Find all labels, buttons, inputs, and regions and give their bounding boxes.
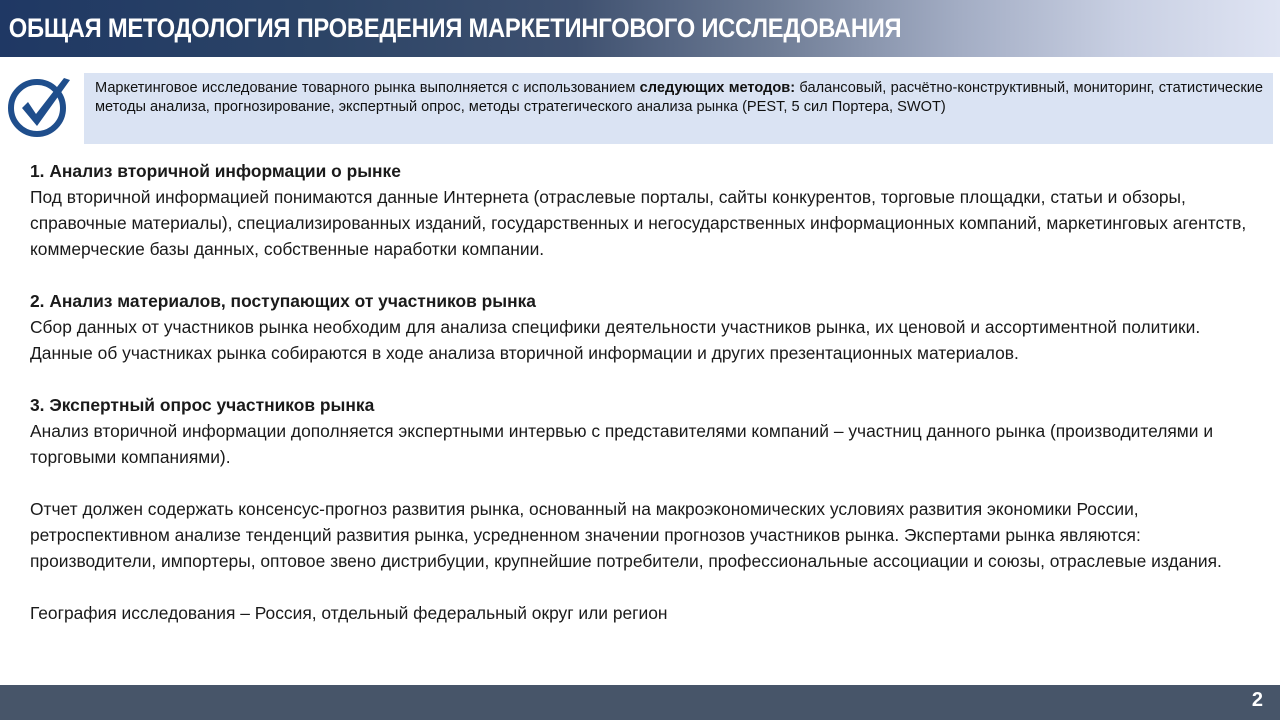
slide-header xyxy=(0,0,1280,57)
section-title: 1. Анализ вторичной информации о рынке xyxy=(30,161,401,181)
section-body: Сбор данных от участников рынка необходим для анализа специфики деятельности участников рынка, их ценовой и ассортиментной политики. Данные об участниках рынка собираются в ходе анализа вторичной информации и других презентационных материалов. xyxy=(30,317,1201,363)
section-participant-materials xyxy=(30,288,1255,366)
section-expert-survey xyxy=(30,392,1255,470)
section-body: Анализ вторичной информации дополняется экспертными интервью с представителями компаний – участниц данного рынка (производителями и торговыми компаниями). xyxy=(30,421,1214,467)
section-body: Под вторичной информацией понимаются данные Интернета (отраслевые порталы, сайты конкурентов, торговые площадки, статьи и обзоры, справочные материалы), специализированных изданий, государственных и негосударственных информационных компаний, маркетинговых агентств, коммерческие базы данных, собственные наработки компании. xyxy=(30,187,1247,259)
page-number: 2 xyxy=(1251,689,1263,711)
section-title: 3. Экспертный опрос участников рынка xyxy=(30,395,375,415)
report-requirements-paragraph: Отчет должен содержать консенсус-прогноз развития рынка, основанный на макроэкономических условиях развития экономики России, ретроспективном анализе тенденций развития рынка, усредненном значении прогнозов участников рынка. Экспертами рынка являются: производители, импортеры, оптовое звено дистрибуции, крупнейшие потребители, профессиональные ассоциации и союзы, отраслевые издания. xyxy=(30,499,1222,571)
section-title: 2. Анализ материалов, поступающих от участников рынка xyxy=(30,291,536,311)
main-content xyxy=(30,158,1255,652)
slide-footer xyxy=(0,685,1280,720)
page-title: ОБЩАЯ МЕТОДОЛОГИЯ ПРОВЕДЕНИЯ МАРКЕТИНГОВОГО ИССЛЕДОВАНИЯ xyxy=(8,13,902,43)
intro-text-before: Маркетинговое исследование товарного рынка выполняется с использованием xyxy=(95,80,640,96)
section-secondary-analysis xyxy=(30,158,1255,262)
geography-paragraph: География исследования – Россия, отдельный федеральный округ или регион xyxy=(30,603,668,623)
intro-text-bold: следующих методов: xyxy=(639,80,796,96)
checkmark-circle-icon xyxy=(6,72,72,138)
methods-info-box xyxy=(84,73,1273,144)
intro-text-after: балансовый, расчётно-конструктивный, мониторинг, статистические методы анализа, прогнозирование, экспертный опрос, методы стратегического анализа рынка (PEST, 5 сил Портера, SWOT) xyxy=(95,80,1264,115)
